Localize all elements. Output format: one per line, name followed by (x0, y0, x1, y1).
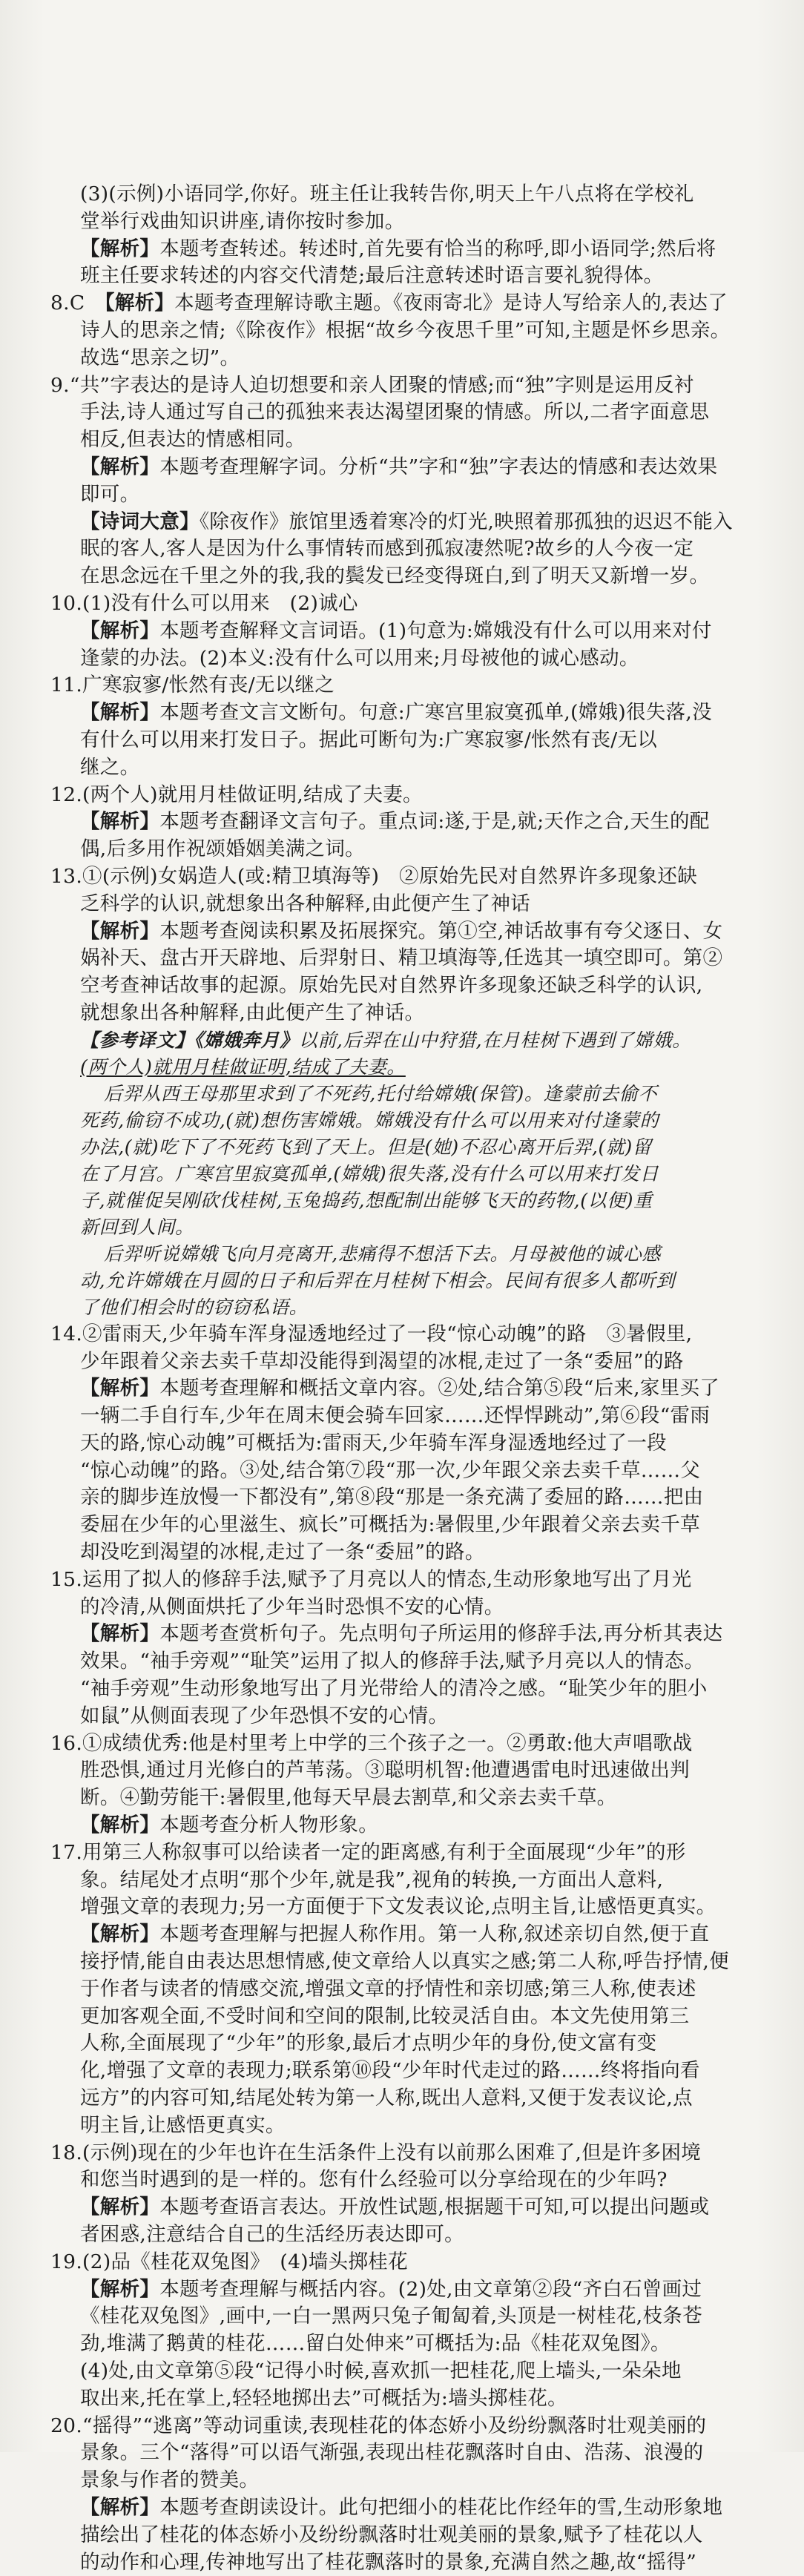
answers-14-to-20 (50, 1321, 764, 2576)
text-line (50, 2330, 764, 2358)
analysis-tag: 【解析】 (80, 2277, 160, 2301)
analysis-tag: 【诗词大意】 (80, 510, 200, 533)
line-text: 人称,全面展现了“少年”的形象,最后才点明少年的身份,使文富有变 (80, 2032, 657, 2055)
analysis-tag: 【解析】 (80, 237, 160, 260)
text-line (50, 863, 764, 891)
text-line (50, 1539, 764, 1567)
text-line (50, 891, 764, 918)
analysis-tag: 【解析】 (80, 455, 160, 478)
line-text: 本题考查理解和概括文章内容。②处,结合第⑤段“后来,家里买了 (159, 1377, 720, 1400)
line-text: 本题考查理解诗歌主题。《夜雨寄北》是诗人写给亲人的,表达了 (174, 291, 728, 315)
line-text: 的动作和心理,传神地写出了桂花飘落时的景象,充满自然之趣,故“摇得” (80, 2550, 697, 2574)
line-text: 取出来,托在掌上,轻轻地掷出去”可概括为:墙头掷桂花。 (80, 2386, 567, 2410)
line-text: 本题考查转述。转述时,首先要有恰当的称呼,即小语同学;然后将 (159, 237, 716, 260)
text-line (50, 1703, 764, 1730)
text-line (50, 372, 764, 400)
answers-8-to-13 (50, 181, 764, 1027)
line-text: 空考查神话故事的起源。原始先民对自然界许多现象还缺乏科学的认识, (80, 974, 703, 998)
translation-line: 新回到人间。 (80, 1216, 194, 1238)
text-line (50, 236, 764, 263)
text-line (50, 1000, 764, 1027)
text-line (50, 1730, 764, 1758)
text-line (50, 181, 764, 208)
line-text: 效果。“袖手旁观”“耻笑”运用了拟人的修辞手法,赋予月亮以人的情态。 (80, 1650, 705, 1673)
line-text: 本题考查朗读设计。此句把细小的桂花比作经年的雪,生动形象地 (159, 2495, 723, 2519)
line-text: 15.运用了拟人的修辞手法,赋予了月亮以人的情态,生动形象地写出了月光 (50, 1567, 692, 1591)
text-line (50, 590, 764, 618)
translation-underlined-line (50, 1054, 764, 1081)
line-text: 眠的客人,客人是因为什么事情转而感到孤寂凄然呢?故乡的人今夜一定 (80, 537, 694, 561)
text-line (50, 208, 764, 236)
translation-line: 动,允许嫦娥在月圆的日子和后羿在月桂树下相会。民间有很多人都听到 (80, 1269, 676, 1291)
text-line (50, 1484, 764, 1512)
text-line (50, 2058, 764, 2085)
text-line (50, 1403, 764, 1430)
text-line (50, 1512, 764, 1539)
analysis-tag: 【解析】 (80, 1923, 160, 1946)
translation-underlined: (两个人)就用月桂做证明,结成了夫妻。 (80, 1055, 406, 1078)
line-text: 本题考查文言文断句。句意:广寒宫里寂寞孤单,(嫦娥)很失落,没 (159, 701, 712, 725)
text-line (50, 1676, 764, 1703)
line-text: 12.(两个人)就用月桂做证明,结成了夫妻。 (50, 783, 423, 806)
analysis-tag: 【解析】 (105, 291, 175, 315)
line-text: 亲的脚步连放慢一下都没有”,第⑧段“那是一条充满了委屈的路……把由 (80, 1486, 704, 1509)
text-line (50, 2140, 764, 2167)
line-text: 本题考查解释文言词语。(1)句意为:嫦娥没有什么可以用来对付 (159, 619, 712, 642)
line-text: 13.①(示例)女娲造人(或:精卫填海等) ②原始先民对自然界许多现象还缺 (50, 864, 698, 888)
line-text: 化,增强了文章的表现力;联系第⑩段“少年时代走过的路……终将指向看 (80, 2059, 700, 2083)
line-text: (4)处,由文章第⑤段“记得小时候,喜欢抓一把桂花,爬上墙头,一朵朵地 (80, 2359, 682, 2382)
line-text: 更加客观全面,不受时间和空间的限制,比较灵活自由。本文先使用第三 (80, 2004, 690, 2028)
text-line (50, 945, 764, 972)
text-line (50, 1430, 764, 1457)
text-line (50, 509, 764, 536)
text-line (50, 2440, 764, 2467)
line-text: 的冷清,从侧面烘托了少年当时恐惧不安的心情。 (80, 1595, 504, 1618)
translation-title: 《嫦娥奔月》 (194, 1029, 299, 1051)
text-line (50, 836, 764, 863)
text-line (50, 1348, 764, 1376)
text-line (50, 2385, 764, 2413)
text-line (50, 1867, 764, 1894)
line-text: 和您当时遇到的是一样的。您有什么经验可以分享给现在的少年吗? (80, 2168, 668, 2192)
line-text: 20.“摇得”“逃离”等动词重读,表现桂花的体态娇小及纷纷飘落时壮观美丽的 (50, 2414, 707, 2437)
text-line (50, 426, 764, 454)
text-line (50, 1949, 764, 1976)
line-text: 手法,诗人通过写自己的孤独来表达渴望团聚的情感。所以,二者字面意思 (80, 401, 710, 424)
translation-line: 在了月宫。广寒宫里寂寞孤单,(嫦娥)很失落,没有什么可以用来打发日 (80, 1162, 659, 1185)
line-text: 断。④勤劳能干:暑假里,他每天早晨去割草,和父亲去卖千草。 (80, 1786, 617, 1810)
translation-line: 了他们相会时的窃窃私语。 (80, 1296, 309, 1318)
text-line (50, 1921, 764, 1949)
text-line (50, 563, 764, 590)
line-text: 远方”的内容可知,结尾处转为第一人称,既出人意料,又便于发表议论,点 (80, 2086, 693, 2110)
line-text: 相反,但表达的情感相同。 (80, 428, 306, 452)
line-text: 16.①成绩优秀:他是村里考上中学的三个孩子之一。②勇敢:他大声唱歌战 (50, 1731, 693, 1755)
line-text: 描绘出了桂花的体态娇小及纷纷飘落时壮观美丽的景象,赋予了桂花以人 (80, 2523, 703, 2546)
line-text: 《除夜作》旅馆里透着寒冷的灯光,映照着那孤独的迟迟不能入 (199, 510, 733, 533)
text-line (50, 1812, 764, 1839)
line-text: 本题考查阅读积累及拓展探究。第①空,神话故事有夸父逐日、女 (159, 919, 723, 943)
analysis-tag: 【解析】 (80, 619, 160, 642)
line-text: 胜恐惧,通过月光修白的芦苇荡。③聪明机智:他遭遇雷电时迅速做出判 (80, 1759, 690, 1782)
text-line (50, 290, 764, 317)
analysis-tag: 【解析】 (80, 1814, 160, 1837)
analysis-tag: 【解析】 (80, 2495, 160, 2519)
line-text: 偶,后多用作祝颂婚姻美满之词。 (80, 837, 365, 861)
translation-line: 死药,偷窃不成功,(就)想伤害嫦娥。嫦娥没有什么可以用来对付逢蒙的 (80, 1109, 659, 1131)
text-line (50, 399, 764, 426)
text-line (50, 2194, 764, 2221)
text-line (50, 536, 764, 563)
text-line (50, 2249, 764, 2276)
line-text: 劲,堆满了鹅黄的桂花……留白处伸来”可概括为:品《桂花双兔图》。 (80, 2332, 670, 2356)
text-line (50, 1976, 764, 2003)
line-text: 11.广寒寂寥/怅然有丧/无以继之 (50, 673, 335, 697)
line-text: 少年跟着父亲去卖千草却没能得到渴望的冰棍,走过了一条“委屈”的路 (80, 1349, 684, 1373)
line-text: 14.②雷雨天,少年骑车浑身湿透地经过了一段“惊心动魄”的路 ③暑假里, (50, 1322, 693, 1345)
text-line (50, 481, 764, 509)
text-line (50, 1785, 764, 1812)
text-line (50, 2467, 764, 2494)
text-line (50, 645, 764, 673)
line-text: 本题考查分析人物形象。 (159, 1814, 379, 1837)
line-text: 接抒情,能自由表达思想情感,使文章给人以真实之感;第二人称,呼告抒情,便 (80, 1950, 729, 1974)
line-text: 9.“共”字表达的是诗人迫切想要和亲人团聚的情感;而“独”字则是运用反衬 (50, 373, 694, 397)
line-text: 堂举行戏曲知识讲座,请你按时参加。 (80, 209, 405, 233)
line-text: 乏科学的认识,就想象出各种解释,由此便产生了神话 (80, 892, 531, 915)
text-line (50, 808, 764, 836)
line-text: 故选“思亲之切”。 (80, 346, 240, 369)
text-line (50, 1757, 764, 1785)
line-text: 本题考查理解与概括内容。(2)处,由文章第②段“齐白石曾画过 (159, 2277, 702, 2301)
reference-translation (50, 1027, 764, 1321)
analysis-tag: 【解析】 (80, 2195, 160, 2219)
analysis-tag: 【解析】 (80, 810, 160, 834)
text-line (50, 2494, 764, 2522)
translation-heading (50, 1027, 764, 1054)
line-text: 18.(示例)现在的少年也许在生活条件上没有以前那么困难了,但是许多困境 (50, 2141, 702, 2164)
line-text: 逢蒙的办法。(2)本义:没有什么可以用来;月母被他的诚心感动。 (80, 646, 639, 670)
text-line (50, 1621, 764, 1648)
text-line (50, 1375, 764, 1403)
line-text: 一辆二手自行车,少年在周末便会骑车回家……还悍悍跳动”,第⑥段“雷雨 (80, 1404, 711, 1428)
line-text: 《桂花双兔图》,画中,一白一黑两只兔子匍匐着,头顶是一树桂花,枝条苍 (80, 2305, 702, 2328)
analysis-tag: 【解析】 (80, 1622, 160, 1646)
line-text: 继之。 (80, 755, 140, 779)
line-text: 象。结尾处才点明“那个少年,就是我”,视角的转换,一方面出人意料, (80, 1868, 664, 1891)
line-text: “袖手旁观”生动形象地写出了月光带给人的清冷之感。“耻笑少年的胆小 (80, 1677, 708, 1701)
translation-line: 子,就催促吴刚砍伐桂树,玉兔捣药,想配制出能够飞天的药物,(以便)重 (80, 1189, 653, 1211)
text-line (50, 1567, 764, 1594)
line-text: 即可。 (80, 482, 140, 506)
text-line (50, 754, 764, 782)
translation-line: 后羿听说嫦娥飞向月亮离开,悲痛得不想活下去。月母被他的诚心感 (104, 1242, 661, 1265)
text-line (50, 2221, 764, 2249)
text-line (50, 1839, 764, 1867)
text-line (50, 263, 764, 290)
text-line (50, 727, 764, 754)
text-line (50, 699, 764, 727)
text-line (50, 972, 764, 1000)
text-line (50, 2303, 764, 2330)
line-text: 10.(1)没有什么可以用来 (2)诚心 (50, 591, 358, 615)
analysis-tag: 【解析】 (80, 701, 160, 725)
text-line (50, 345, 764, 372)
text-line (50, 317, 764, 345)
line-text: 如鼠”从侧面表现了少年恐惧不安的心情。 (80, 1704, 449, 1727)
text-line (50, 454, 764, 481)
text-line (50, 1894, 764, 1921)
text-line (50, 2358, 764, 2385)
line-text: 17.用第三人称叙事可以给读者一定的距离感,有利于全面展现“少年”的形 (50, 1840, 686, 1864)
line-text: 景象。三个“落得”可以语气渐强,表现出桂花飘落时自由、浩荡、浪漫的 (80, 2441, 704, 2465)
line-text: 本题考查翻译文言句子。重点词:遂,于是,就;天作之合,天生的配 (159, 810, 710, 834)
text-line (50, 2085, 764, 2112)
line-text: 景象与作者的赞美。 (80, 2468, 260, 2492)
line-text: 却没吃到渴望的冰棍,走过了一条“委屈”的路。 (80, 1541, 485, 1564)
text-line (50, 2030, 764, 2058)
line-text: 委屈在少年的心里滋生、疯长”可概括为:暑假里,少年跟着父亲去卖千草 (80, 1513, 700, 1537)
text-line (50, 2276, 764, 2304)
text-line (50, 782, 764, 809)
translation-line: 后羿从西王母那里求到了不死药,托付给嫦娥(保管)。逢蒙前去偷不 (104, 1082, 658, 1104)
text-line (50, 2167, 764, 2194)
text-line (50, 618, 764, 645)
text-line (50, 2522, 764, 2549)
line-text: 就想象出各种解释,由此便产生了神话。 (80, 1001, 425, 1024)
text-line (50, 2549, 764, 2576)
line-text: 明主旨,让感悟更真实。 (80, 2113, 286, 2137)
line-text: 本题考查语言表达。开放性试题,根据题干可知,可以提出问题或 (159, 2195, 710, 2219)
text-line (50, 672, 764, 699)
text-line (50, 1594, 764, 1621)
translation-line: 办法,(就)吃下了不死药飞到了天上。但是(她)不忍心离开后羿,(就)留 (80, 1136, 652, 1158)
line-text: 诗人的思亲之情;《除夜作》根据“故乡今夜思千里”可知,主题是怀乡思亲。 (80, 318, 731, 342)
line-text: 有什么可以用来打发日子。据此可断句为:广寒寂寥/怅然有丧/无以 (80, 728, 658, 751)
line-text: 19.(2)品《桂花双兔图》 (4)墙头掷桂花 (50, 2250, 408, 2273)
text-line (50, 2413, 764, 2440)
text-line (50, 1648, 764, 1676)
line-text: 于作者与读者的情感交流,增强文章的抒情性和亲切感;第三人称,使表述 (80, 1977, 696, 2000)
text-line (50, 2003, 764, 2031)
text-line (50, 918, 764, 946)
text-line (50, 1457, 764, 1485)
line-text: 者困惑,注意结合自己的生活经历表达即可。 (80, 2223, 464, 2246)
line-text: 增强文章的表现力;另一方面便于下文发表议论,点明主旨,让感悟更真实。 (80, 1895, 716, 1919)
line-text: 天的路,惊心动魄”可概括为:雷雨天,少年骑车浑身湿透地经过了一段 (80, 1431, 667, 1455)
analysis-tag: 【解析】 (80, 1377, 160, 1400)
translation-body (50, 1081, 764, 1321)
line-text: 娲补天、盘古开天辟地、后羿射日、精卫填海等,任选其一填空即可。第② (80, 946, 723, 970)
text-line (50, 2112, 764, 2140)
translation-opening: 以前,后羿在山中狩猎,在月桂树下遇到了嫦娥。 (298, 1029, 691, 1051)
analysis-tag: 【解析】 (80, 919, 160, 943)
line-text: 本题考查赏析句子。先点明句子所运用的修辞手法,再分析其表达 (159, 1622, 723, 1646)
line-text: “惊心动魄”的路。③处,结合第⑦段“那一次,少年跟父亲去卖千草……父 (80, 1458, 701, 1482)
line-text: 本题考查理解与把握人称作用。第一人称,叙述亲切自然,便于直 (159, 1923, 710, 1946)
line-text: (3)(示例)小语同学,你好。班主任让我转告你,明天上午八点将在学校礼 (80, 182, 694, 205)
text-line (50, 1321, 764, 1348)
line-text: 在思念远在千里之外的我,我的鬓发已经变得斑白,到了明天又新增一岁。 (80, 564, 710, 588)
translation-tag: 【参考译文】 (80, 1029, 194, 1051)
line-text: 本题考查理解字词。分析“共”字和“独”字表达的情感和表达效果 (159, 455, 718, 478)
line-text: 8.C (50, 291, 105, 315)
line-text: 班主任要求转述的内容交代清楚;最后注意转述时语言要礼貌得体。 (80, 264, 664, 288)
answer-text (50, 181, 764, 2576)
